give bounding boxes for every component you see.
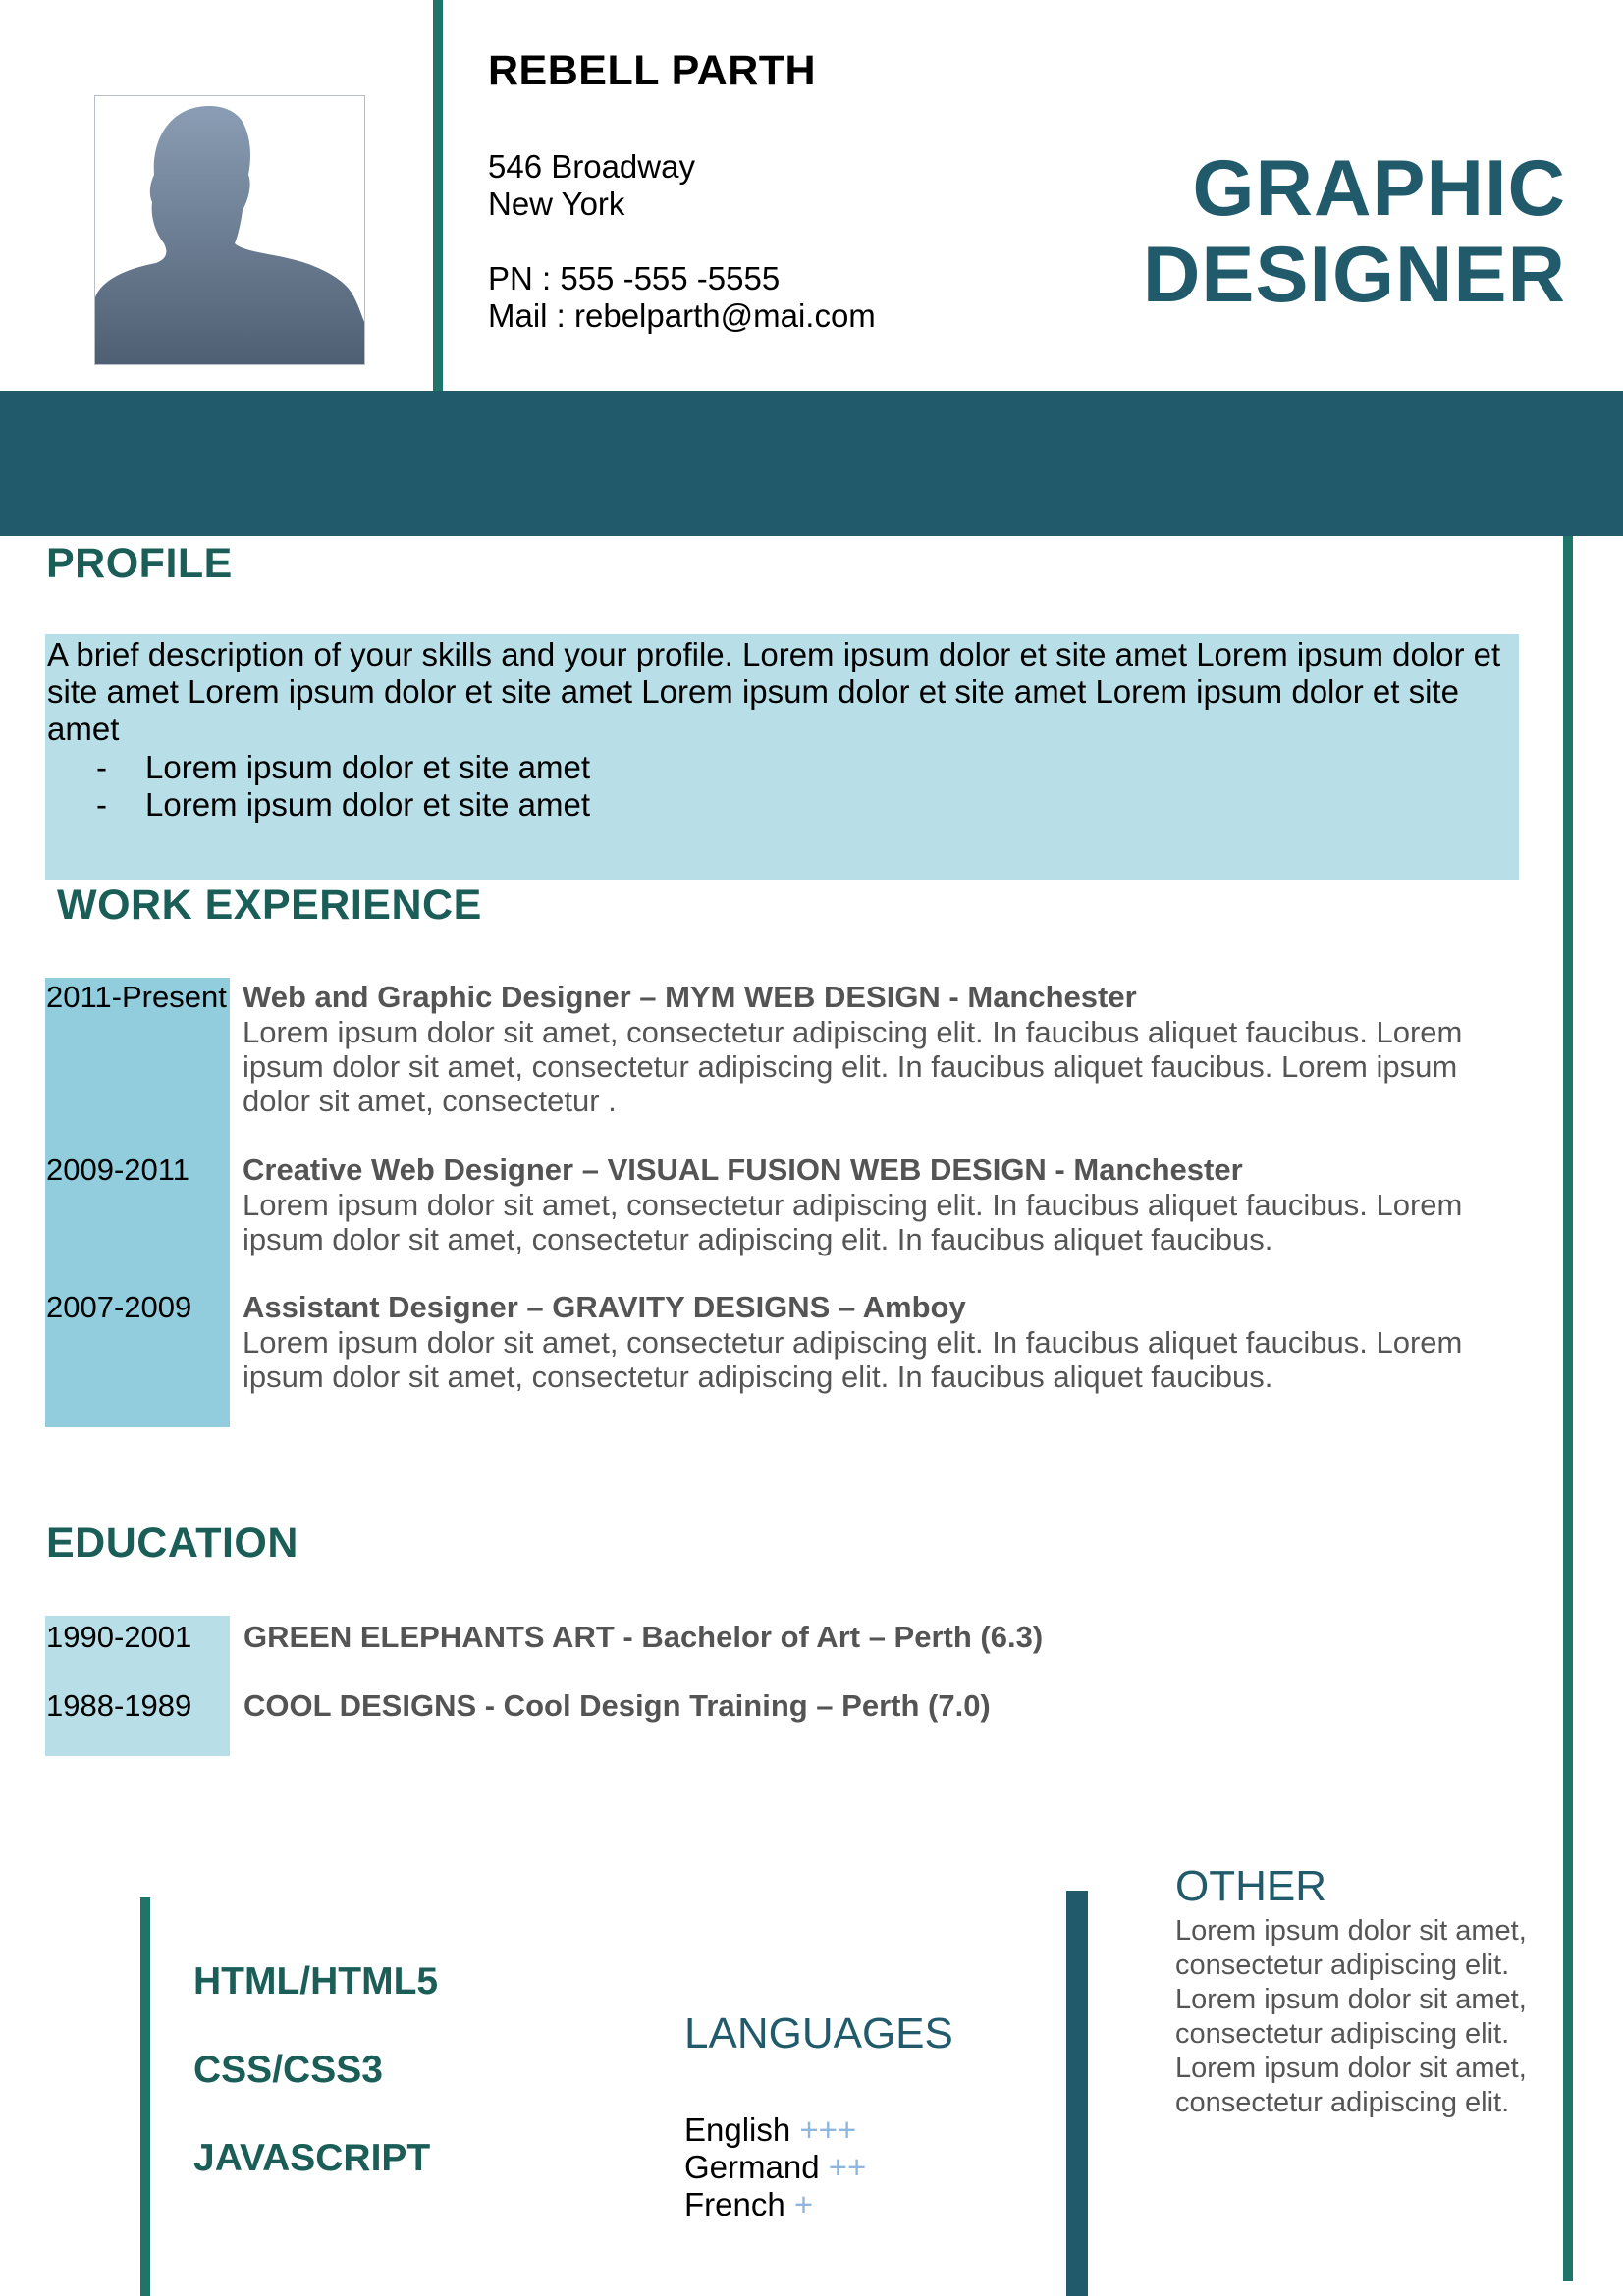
phone-number: PN : 555 -555 -5555 [488,260,781,296]
language-level: +++ [799,2111,857,2148]
language-name: Germand [684,2149,820,2185]
language-level: + [793,2186,814,2222]
job-description: Lorem ipsum dolor sit amet, consectetur adipiscing elit. In faucibus aliquet faucibus. Lorem ipsum dolor sit amet, consectetur adipiscing elit. In faucibus aliquet faucibus. [243,1325,1463,1394]
address-line-2: New York [488,186,625,222]
language-item [684,2111,856,2149]
work-date-bar [45,978,230,1427]
job-title-line-1: GRAPHIC [1192,144,1566,233]
language-name: English [684,2111,791,2148]
profile-heading: PROFILE [46,540,233,587]
bullet-text: Lorem ipsum dolor et site amet [145,786,591,823]
job-date: 2009-2011 [46,1152,189,1187]
address-line-1: 546 Broadway [488,148,695,185]
other-description: Lorem ipsum dolor sit amet, consectetur adipiscing elit. Lorem ipsum dolor sit amet, consectetur adipiscing elit. Lorem ipsum dolor sit amet, consectetur adipiscing elit. [1175,1915,1527,2118]
work-experience-heading: WORK EXPERIENCE [57,881,482,929]
education-heading-item: COOL DESIGNS - Cool Design Training – Perth (7.0) [243,1688,991,1723]
language-level: ++ [828,2149,867,2185]
profile-photo [94,95,365,365]
job-title-line-2: DESIGNER [1142,231,1566,319]
language-name: French [684,2186,785,2222]
job-description: Lorem ipsum dolor sit amet, consectetur adipiscing elit. In faucibus aliquet faucibus. Lorem ipsum dolor sit amet, consectetur adipiscing elit. In faucibus aliquet faucibus. [243,1188,1463,1256]
education-heading: EDUCATION [46,1520,298,1567]
job-heading: Web and Graphic Designer – MYM WEB DESIGN - Manchester [243,980,1137,1014]
bullet-dash: - [96,786,107,823]
bullet-dash: - [96,749,107,785]
education-date: 1990-2001 [46,1620,192,1654]
education-date: 1988-1989 [46,1688,192,1723]
education-heading-item: GREEN ELEPHANTS ART - Bachelor of Art – Perth (6.3) [243,1620,1044,1654]
skills-vertical-rule [140,1897,150,2296]
skill-item: JAVASCRIPT [193,2137,431,2179]
languages-heading: LANGUAGES [684,2009,953,2057]
job-title [1143,145,1566,318]
candidate-name: REBELL PARTH [488,47,817,94]
other-heading: OTHER [1175,1862,1326,1910]
header-divider [433,0,443,391]
bullet-text: Lorem ipsum dolor et site amet [145,749,591,785]
job-description: Lorem ipsum dolor sit amet, consectetur adipiscing elit. In faucibus aliquet faucibus. Lorem ipsum dolor sit amet, consectetur adipiscing elit. In faucibus aliquet faucibus. Lorem ipsum dolor sit amet, consectetur . [243,1015,1463,1118]
job-heading: Assistant Designer – GRAVITY DESIGNS – Amboy [243,1290,966,1324]
language-item [684,2186,813,2223]
person-silhouette-icon [95,96,364,364]
job-heading: Creative Web Designer – VISUAL FUSION WEB DESIGN - Manchester [243,1152,1243,1187]
email-address: Mail : rebelparth@mai.com [488,297,876,334]
language-item [684,2149,866,2186]
job-date: 2011-Present [46,980,227,1014]
skill-item: CSS/CSS3 [193,2049,383,2091]
header-band [0,391,1623,536]
job-date: 2007-2009 [46,1290,192,1324]
skill-item: HTML/HTML5 [193,1960,439,2002]
other-vertical-rule [1066,1891,1088,2296]
profile-description: A brief description of your skills and your profile. Lorem ipsum dolor et site amet Lorem ipsum dolor et site amet Lorem ipsum dolor et site amet Lorem ipsum dolor et site amet Lorem ipsum dolor et site amet [47,636,1501,747]
